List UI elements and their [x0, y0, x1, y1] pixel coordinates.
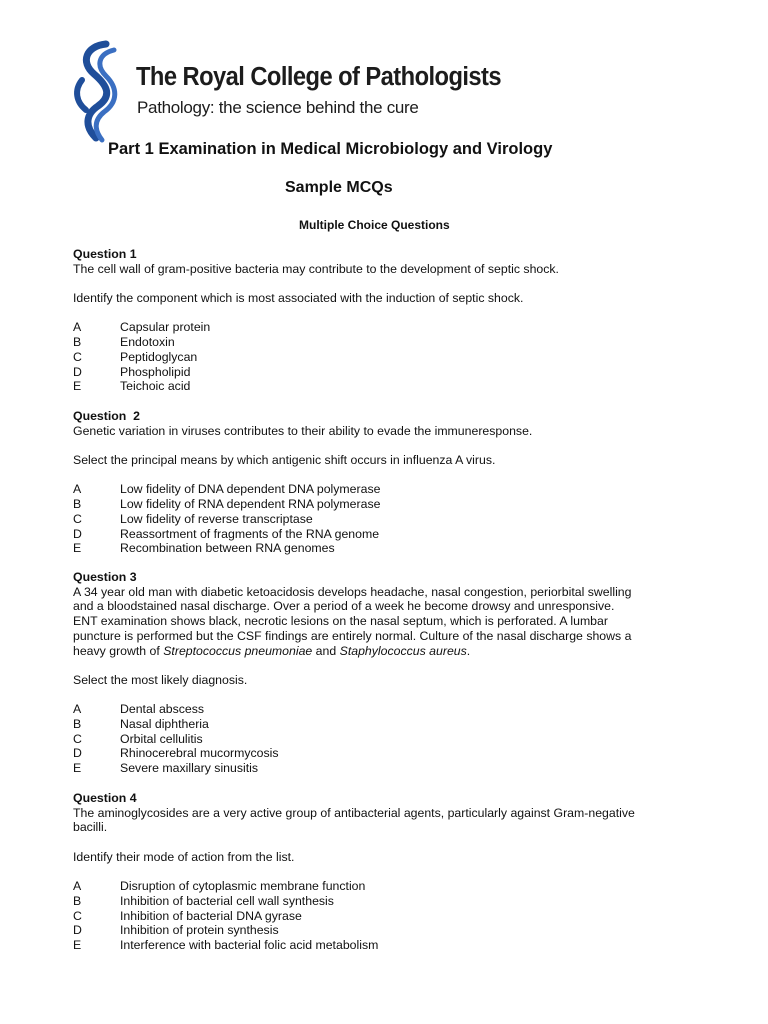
option-letter: A	[73, 482, 82, 497]
question-3	[73, 570, 693, 776]
option-text: Phospholipid	[120, 364, 191, 379]
option-text: Reassortment of fragments of the RNA genome	[120, 526, 380, 541]
option-c	[73, 512, 693, 527]
option-e	[73, 541, 693, 556]
section-title: Multiple Choice Questions	[299, 218, 450, 232]
option-a	[73, 320, 693, 335]
organization-name: The Royal College of Pathologists	[136, 63, 502, 91]
question-heading: Question 4	[73, 791, 137, 805]
question-stem-line	[73, 644, 693, 659]
option-letter: A	[73, 879, 82, 894]
organization-tagline: Pathology: the science behind the cure	[137, 98, 419, 117]
option-text: Recombination between RNA genomes	[120, 541, 335, 556]
option-d	[73, 746, 693, 761]
option-list	[73, 702, 693, 776]
question-4	[73, 791, 693, 953]
option-d	[73, 923, 693, 938]
option-text: Teichoic acid	[120, 379, 191, 394]
question-prompt: Select the most likely diagnosis.	[73, 672, 248, 687]
stem-text: and	[312, 643, 340, 658]
option-text: Nasal diphtheria	[120, 717, 209, 731]
question-stem: Genetic variation in viruses contributes to their ability to evade the immuneresponse.	[73, 423, 533, 438]
question-stem-line: The aminoglycosides are a very active group of antibacterial agents, particularly against Gram-negative	[73, 805, 635, 820]
question-stem-line: puncture is performed but the CSF findings are entirely normal. Culture of the nasal discharge shows a	[73, 628, 632, 643]
option-letter: D	[73, 364, 82, 379]
option-letter: A	[73, 702, 82, 717]
question-prompt: Identify their mode of action from the list.	[73, 849, 295, 864]
organism-name: Staphylococcus aureus	[339, 643, 467, 658]
option-letter: B	[73, 893, 82, 908]
option-letter: B	[73, 335, 82, 350]
option-letter: B	[73, 717, 82, 731]
option-letter: C	[73, 349, 82, 364]
question-stem-line: A 34 year old man with diabetic ketoacidosis develops headache, nasal congestion, periorbital swelling	[73, 584, 632, 599]
option-list	[73, 879, 693, 953]
option-c	[73, 732, 693, 747]
option-text: Inhibition of protein synthesis	[120, 923, 279, 938]
double-s-ribbon-icon	[68, 40, 128, 144]
option-text: Orbital cellulitis	[120, 731, 203, 746]
option-text: Peptidoglycan	[120, 349, 198, 364]
option-text: Inhibition of bacterial cell wall synthesis	[120, 893, 334, 908]
option-text: Low fidelity of RNA dependent RNA polymerase	[120, 497, 381, 512]
stem-text: .	[466, 643, 471, 658]
option-c	[73, 909, 693, 924]
option-e	[73, 379, 693, 394]
option-b	[73, 335, 693, 350]
question-heading: Question 1	[73, 247, 137, 261]
question-stem: The cell wall of gram-positive bacteria may contribute to the development of septic shock.	[73, 261, 559, 276]
question-heading: Question 3	[73, 570, 137, 584]
option-letter: C	[73, 908, 82, 923]
option-text: Endotoxin	[120, 335, 175, 350]
question-prompt: Select the principal means by which antigenic shift occurs in influenza A virus.	[73, 453, 496, 468]
option-letter: E	[73, 379, 82, 394]
option-letter: D	[73, 923, 82, 938]
question-prompt: Identify the component which is most associated with the induction of septic shock.	[73, 291, 524, 306]
option-b	[73, 717, 693, 732]
option-text: Dental abscess	[120, 702, 205, 717]
option-text: Low fidelity of DNA dependent DNA polymerase	[120, 482, 381, 497]
option-letter: D	[73, 526, 82, 541]
option-text: Disruption of cytoplasmic membrane function	[120, 879, 366, 894]
option-b	[73, 894, 693, 909]
option-d	[73, 365, 693, 380]
option-a	[73, 482, 693, 497]
option-list	[73, 482, 693, 556]
stem-text: heavy growth of	[73, 643, 164, 658]
option-c	[73, 350, 693, 365]
question-2	[73, 409, 693, 556]
question-stem-line: and a bloodstained nasal discharge. Over a period of a week he become drowsy and unresponsive.	[73, 599, 615, 614]
question-heading: Question 2	[73, 409, 140, 423]
question-1	[73, 247, 693, 394]
option-letter: E	[73, 541, 82, 556]
document-subtitle: Sample MCQs	[285, 179, 393, 196]
option-b	[73, 497, 693, 512]
option-list	[73, 320, 693, 394]
option-letter: E	[73, 938, 82, 952]
option-letter: C	[73, 511, 82, 526]
option-e	[73, 938, 693, 953]
document-title: Part 1 Examination in Medical Microbiology and Virology	[108, 140, 553, 158]
option-d	[73, 527, 693, 542]
option-text: Interference with bacterial folic acid metabolism	[120, 938, 379, 952]
option-text: Rhinocerebral mucormycosis	[120, 746, 279, 761]
option-a	[73, 879, 693, 894]
organism-name: Streptococcus pneumoniae	[163, 643, 313, 658]
option-text: Inhibition of bacterial DNA gyrase	[120, 908, 302, 923]
option-text: Low fidelity of reverse transcriptase	[120, 511, 313, 526]
question-stem-line: bacilli.	[73, 820, 108, 835]
option-letter: A	[73, 320, 82, 335]
option-e	[73, 761, 693, 776]
option-letter: E	[73, 761, 82, 776]
option-letter: B	[73, 497, 82, 512]
option-letter: D	[73, 746, 82, 761]
option-text: Severe maxillary sinusitis	[120, 761, 259, 776]
option-letter: C	[73, 731, 82, 746]
option-a	[73, 702, 693, 717]
question-stem-line: ENT examination shows black, necrotic lesions on the nasal septum, which is perforated. A lumbar	[73, 614, 608, 629]
option-text: Capsular protein	[120, 320, 211, 335]
